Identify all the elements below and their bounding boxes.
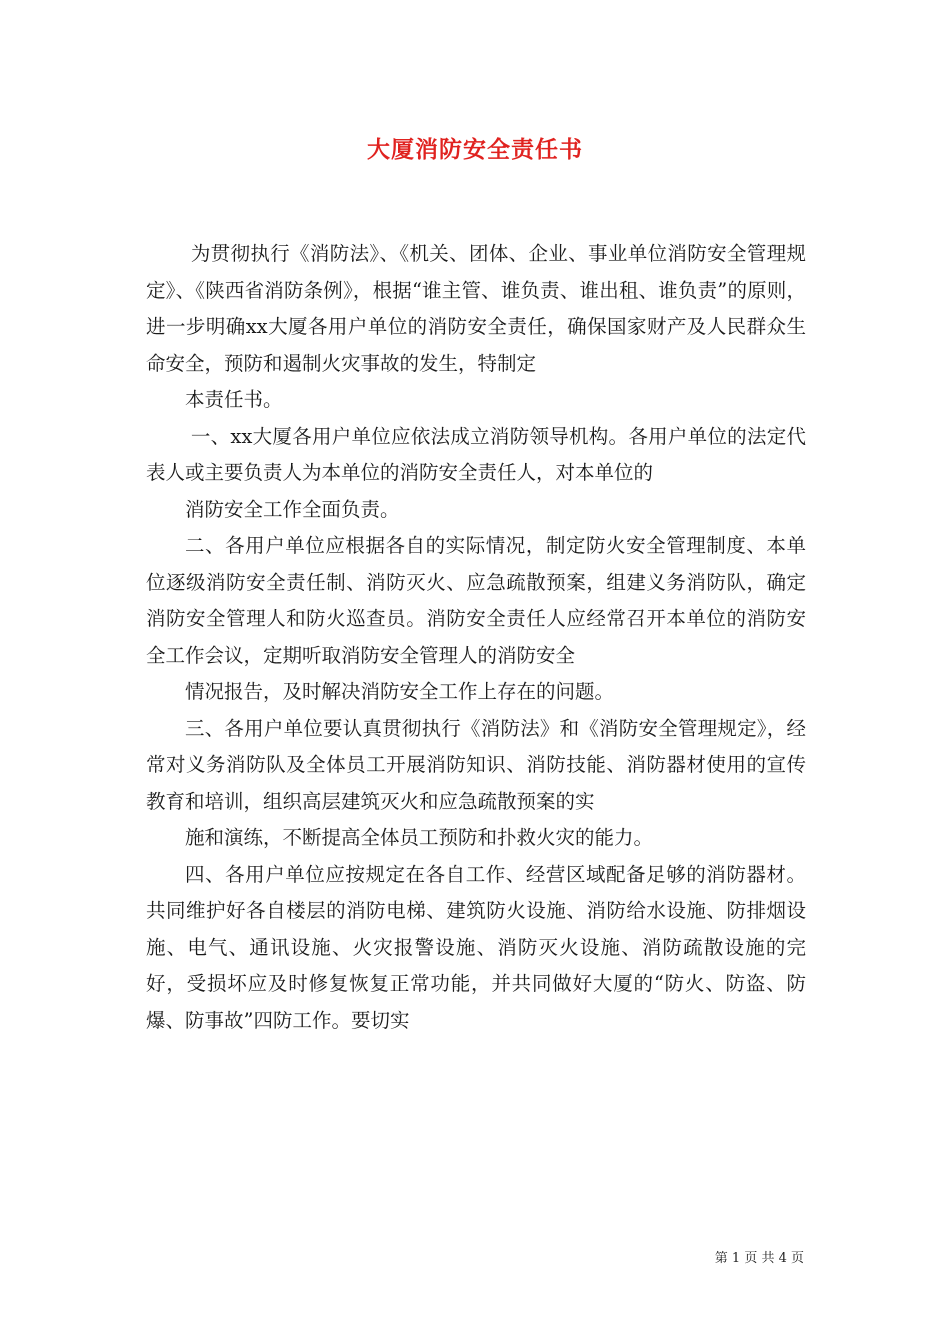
paragraph-intro-continued: 本责任书。 bbox=[185, 388, 283, 411]
page-number-footer: 第 1 页 共 4 页 bbox=[714, 1251, 804, 1266]
paragraph-clause-3: 三、各用户单位要认真贯彻执行《消防法》和《消防安全管理规定》，经常对义务消防队及全体员工开展消防知识、消防技能、消防器材使用的宣传教育和培训，组织高层建筑灭火和应急疏散预案的实 bbox=[146, 716, 806, 813]
paragraph-clause-3-continued: 施和演练，不断提高全体员工预防和扑救火灾的能力。 bbox=[185, 826, 654, 849]
paragraph-clause-4: 四、各用户单位应按规定在各自工作、经营区域配备足够的消防器材。共同维护好各自楼层的消防电梯、建筑防火设施、消防给水设施、防排烟设施、电气、通讯设施、火灾报警设施、消防灭火设施、消防疏散设施的完好，受损坏应及时修复恢复正常功能，并共同做好大厦的“防火、防盗、防爆、防事故”四防工作。要切实 bbox=[146, 862, 806, 1032]
document-title: 大厦消防安全责任书 bbox=[367, 136, 583, 163]
paragraph-clause-1-continued: 消防安全工作全面负责。 bbox=[185, 497, 400, 521]
paragraph-clause-1: 一、xx大厦各用户单位应依法成立消防领导机构。各用户单位的法定代表人或主要负责人为本单位的消防安全责任人，对本单位的 bbox=[146, 424, 806, 484]
paragraph-clause-2: 二、各用户单位应根据各自的实际情况，制定防火安全管理制度、本单位逐级消防安全责任制、消防灭火、应急疏散预案，组建义务消防队，确定消防安全管理人和防火巡查员。消防安全责任人应经常召开本单位的消防安全工作会议，定期听取消防安全管理人的消防安全 bbox=[146, 534, 806, 667]
paragraph-intro: 为贯彻执行《消防法》、《机关、团体、企业、事业单位消防安全管理规定》、《陕西省消防条例》，根据“谁主管、谁负责、谁出租、谁负责”的原则，进一步明确xx大厦各用户单位的消防安全责任，确保国家财产及人民群众生命安全，预防和遏制火灾事故的发生，特制定 bbox=[146, 242, 806, 375]
document-body bbox=[146, 236, 806, 1039]
paragraph-clause-2-continued: 情况报告，及时解决消防安全工作上存在的问题。 bbox=[185, 680, 615, 703]
